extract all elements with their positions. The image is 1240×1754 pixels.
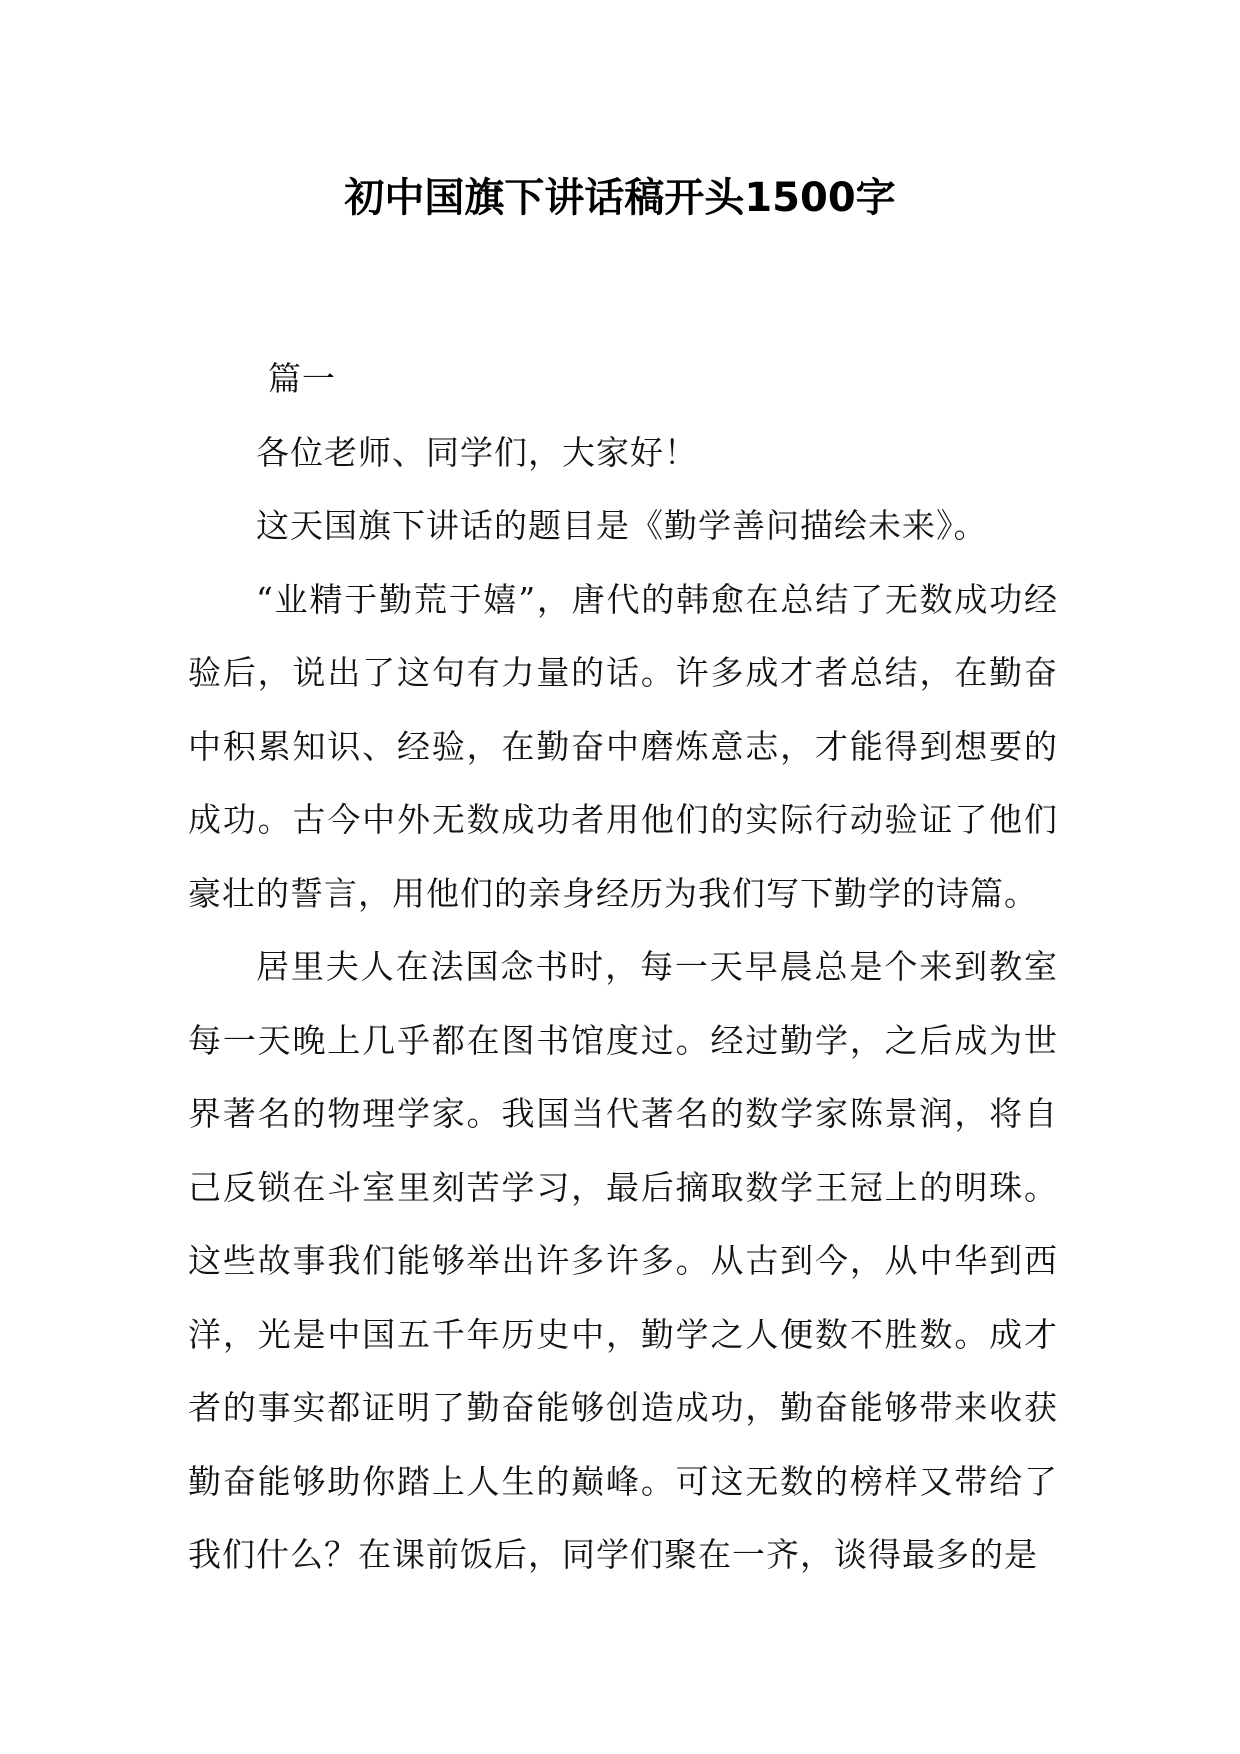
paragraph-han-yu: “业精于勤荒于嬉”，唐代的韩愈在总结了无数成功经验后，说出了这句有力量的话。许多成才者总结，在勤奋中积累知识、经验，在勤奋中磨炼意志，才能得到想要的成功。古今中外无数成功者用他们的实际行动验证了他们豪壮的誓言，用他们的亲身经历为我们写下勤学的诗篇。	[188, 579, 1058, 913]
paragraph-greeting: 各位老师、同学们，大家好！	[256, 432, 698, 472]
document-body	[188, 342, 1058, 1592]
paragraph-examples: 居里夫人在法国念书时，每一天早晨总是个来到教室每一天晚上几乎都在图书馆度过。经过勤学，之后成为世界著名的物理学家。我国当代著名的数学家陈景润，将自己反锁在斗室里刻苦学习，最后摘取数学王冠上的明珠。这些故事我们能够举出许多许多。从古到今，从中华到西洋，光是中国五千年历史中，勤学之人便数不胜数。成才者的事实都证明了勤奋能够创造成功，勤奋能够带来收获勤奋能够助你踏上人生的巅峰。可这无数的榜样又带给了我们什么？在课前饭后，同学们聚在一齐，谈得最多的是	[188, 947, 1058, 1574]
section-label: 篇一	[268, 359, 336, 398]
document-title: 初中国旗下讲话稿开头1500字	[344, 175, 896, 221]
paragraph-topic: 这天国旗下讲话的题目是《勤学善问描绘未来》。	[256, 506, 988, 545]
